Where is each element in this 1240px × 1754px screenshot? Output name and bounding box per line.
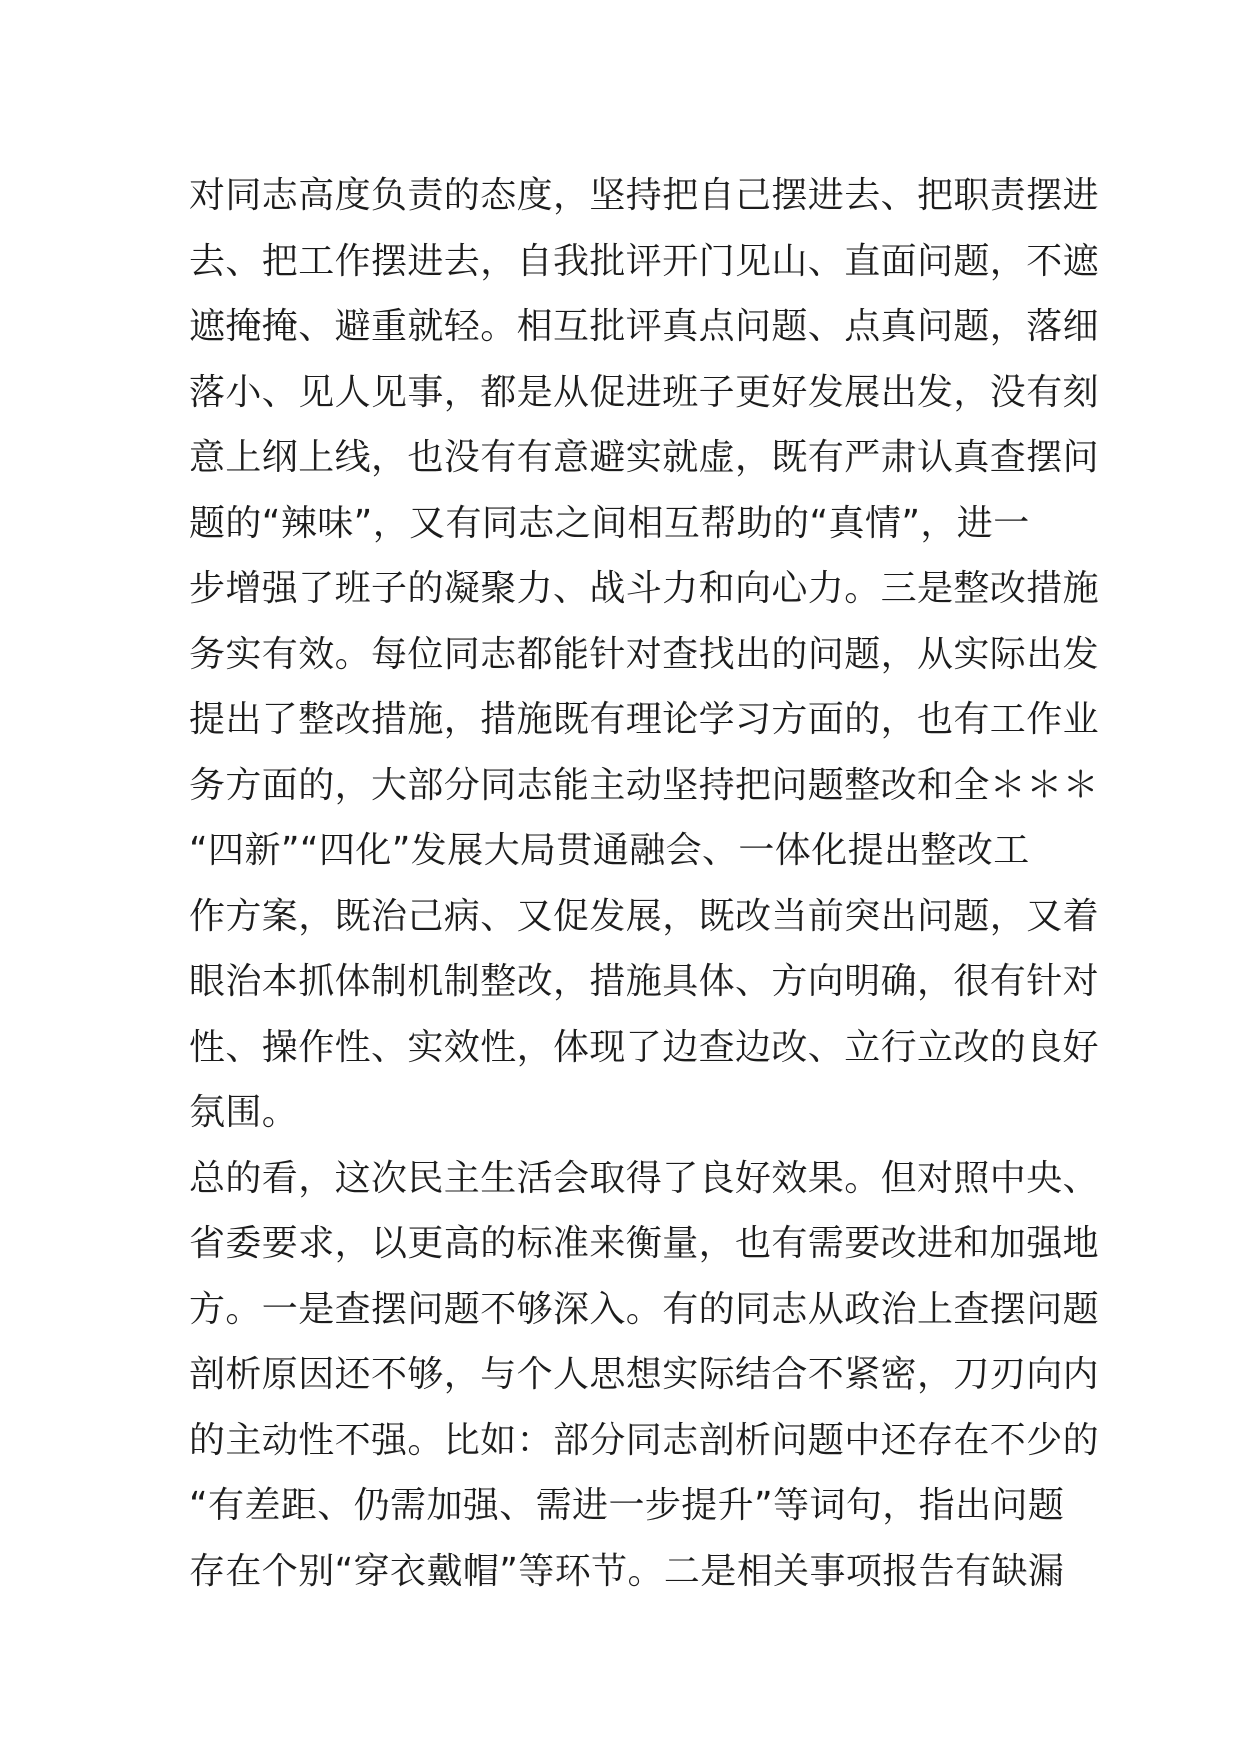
text-line: “有差距、仍需加强、需进一步提升”等词句，指出问题 xyxy=(189,1485,1065,1526)
text-line: 提出了整改措施，措施既有理论学习方面的，也有工作业 xyxy=(189,699,1100,740)
text-line: 省委要求，以更高的标准来衡量，也有需要改进和加强地 xyxy=(189,1223,1100,1264)
text-line: 作方案，既治己病、又促发展，既改当前突出问题，又着 xyxy=(189,895,1100,937)
text-line: 对同志高度负责的态度，坚持把自己摆进去、把职责摆进 xyxy=(189,175,1100,216)
text-line: 遮掩掩、避重就轻。相互批评真点问题、点真问题，落细 xyxy=(189,306,1100,347)
text-line: 落小、见人见事，都是从促进班子更好发展出发，没有刻 xyxy=(189,371,1100,413)
text-line: “四新”“四化”发展大局贯通融会、一体化提出整改工 xyxy=(189,830,1030,871)
text-line: 的主动性不强。比如：部分同志剖析问题中还存在不少的 xyxy=(189,1419,1100,1461)
text-line: 意上纲上线，也没有有意避实就虚，既有严肃认真查摆问 xyxy=(189,437,1100,478)
paragraph-2 xyxy=(189,1146,1100,1605)
text-line: 去、把工作摆进去，自我批评开门见山、直面问题，不遮 xyxy=(189,240,1100,282)
text-line: 性、操作性、实效性，体现了边查边改、立行立改的良好 xyxy=(189,1026,1100,1068)
text-line: 存在个别“穿衣戴帽”等环节。二是相关事项报告有缺漏 xyxy=(189,1550,1065,1592)
text-line: 步增强了班子的凝聚力、战斗力和向心力。三是整改措施 xyxy=(189,568,1100,609)
text-line: 氛围。 xyxy=(189,1092,299,1133)
text-line: 方。一是查摆问题不够深入。有的同志从政治上查摆问题 xyxy=(189,1288,1100,1330)
text-line: 总的看，这次民主生活会取得了良好效果。但对照中央、 xyxy=(189,1157,1100,1199)
text-line: 务方面的，大部分同志能主动坚持把问题整改和全＊＊＊ xyxy=(189,764,1100,806)
text-line: 务实有效。每位同志都能针对查找出的问题，从实际出发 xyxy=(189,633,1100,675)
text-line: 题的“辣味”，又有同志之间相互帮助的“真情”，进一 xyxy=(189,502,1030,544)
text-line: 剖析原因还不够，与个人思想实际结合不紧密，刀刃向内 xyxy=(189,1354,1100,1395)
body-text xyxy=(189,163,1100,1604)
paragraph-1 xyxy=(189,163,1100,1146)
text-line: 眼治本抓体制机制整改，措施具体、方向明确，很有针对 xyxy=(189,961,1100,1002)
